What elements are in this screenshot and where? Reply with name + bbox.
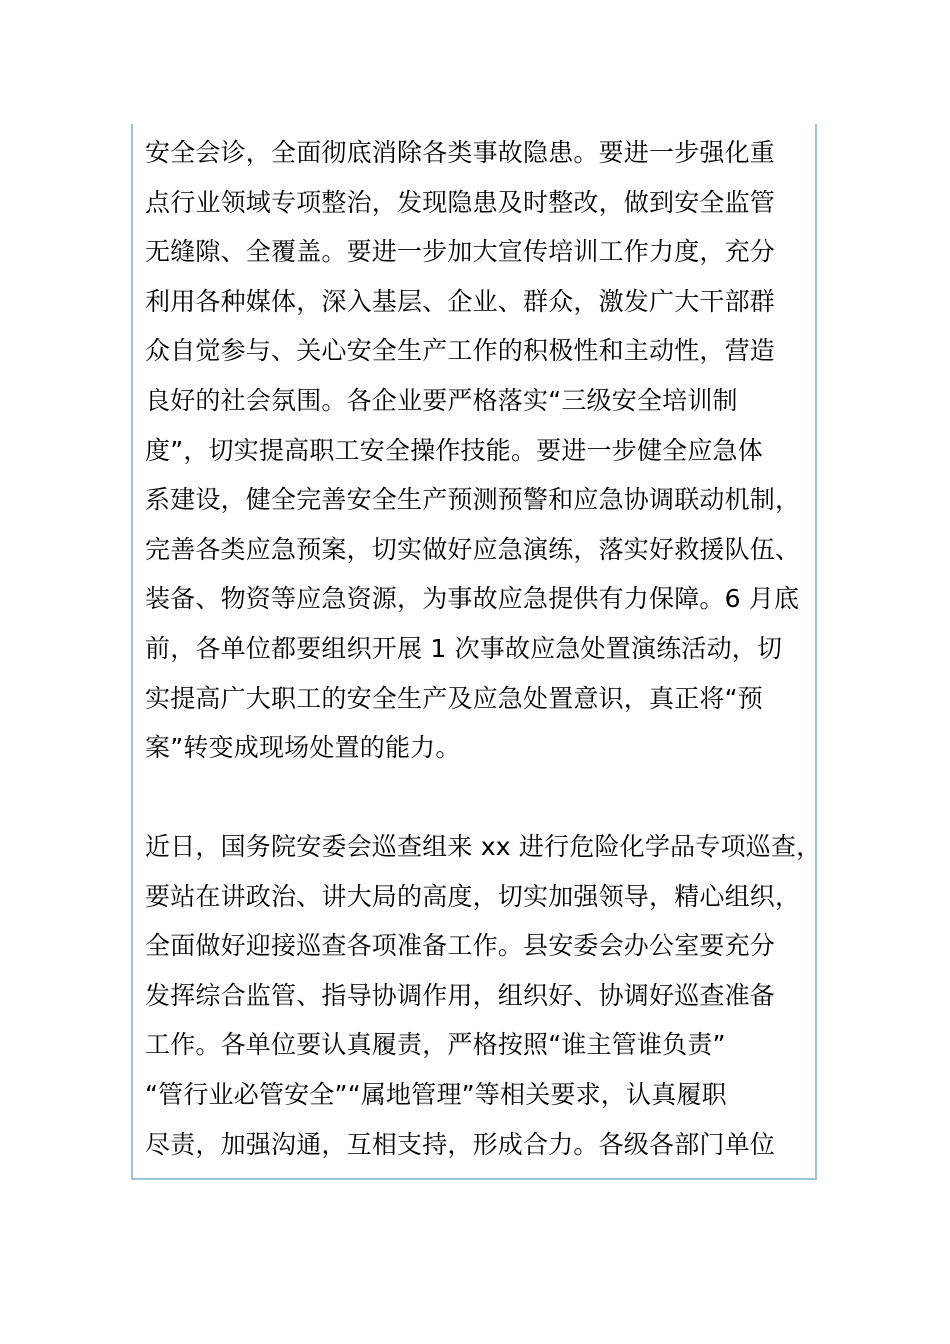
text-line: 前，各单位都要组织开展 1 次事故应急处置演练活动，切 [145, 633, 783, 663]
text-line: 安全会诊，全面彻底消除各类事故隐患。要进一步强化重 [145, 138, 776, 167]
text-line: 尽责，加强沟通，互相支持，形成合力。各级各部门单位 [145, 1129, 776, 1159]
text-line: 要站在讲政治、讲大局的高度，切实加强领导，精心组织， [145, 881, 801, 911]
text-line: 装备、物资等应急资源，为事故应急提供有力保障。6 月底 [145, 584, 800, 614]
text-line: 案”转变成现场处置的能力。 [145, 733, 461, 763]
text-line: 度”，切实提高职工安全操作技能。要进一步健全应急体 [145, 435, 763, 465]
text-line: 完善各类应急预案，切实做好应急演练，落实好救援队伍、 [145, 534, 801, 564]
text-line: 工作。各单位要认真履责，严格按照“谁主管谁负责” [145, 1030, 726, 1060]
text-line: 系建设，健全完善安全生产预测预警和应急协调联动机制， [145, 485, 801, 515]
paragraph-2 [145, 822, 822, 1169]
paragraph-1 [145, 128, 815, 773]
text-line: 无缝隙、全覆盖。要进一步加大宣传培训工作力度，充分 [145, 237, 776, 267]
text-line: 众自觉参与、关心安全生产工作的积极性和主动性，营造 [145, 336, 776, 366]
text-line: 利用各种媒体，深入基层、企业、群众，激发广大干部群 [145, 286, 776, 316]
text-line: 近日，国务院安委会巡查组来 xx 进行危险化学品专项巡查， [145, 832, 822, 861]
text-line: 良好的社会氛围。各企业要严格落实“三级安全培训制 [145, 385, 738, 415]
text-line: 点行业领域专项整治，发现隐患及时整改，做到安全监管 [145, 187, 776, 217]
text-line: 发挥综合监管、指导协调作用，组织好、协调好巡查准备 [145, 980, 776, 1010]
text-line: “管行业必管安全”“属地管理”等相关要求，认真履职 [145, 1079, 727, 1109]
text-line: 全面做好迎接巡查各项准备工作。县安委会办公室要充分 [145, 931, 776, 961]
text-line: 实提高广大职工的安全生产及应急处置意识，真正将“预 [145, 683, 763, 713]
